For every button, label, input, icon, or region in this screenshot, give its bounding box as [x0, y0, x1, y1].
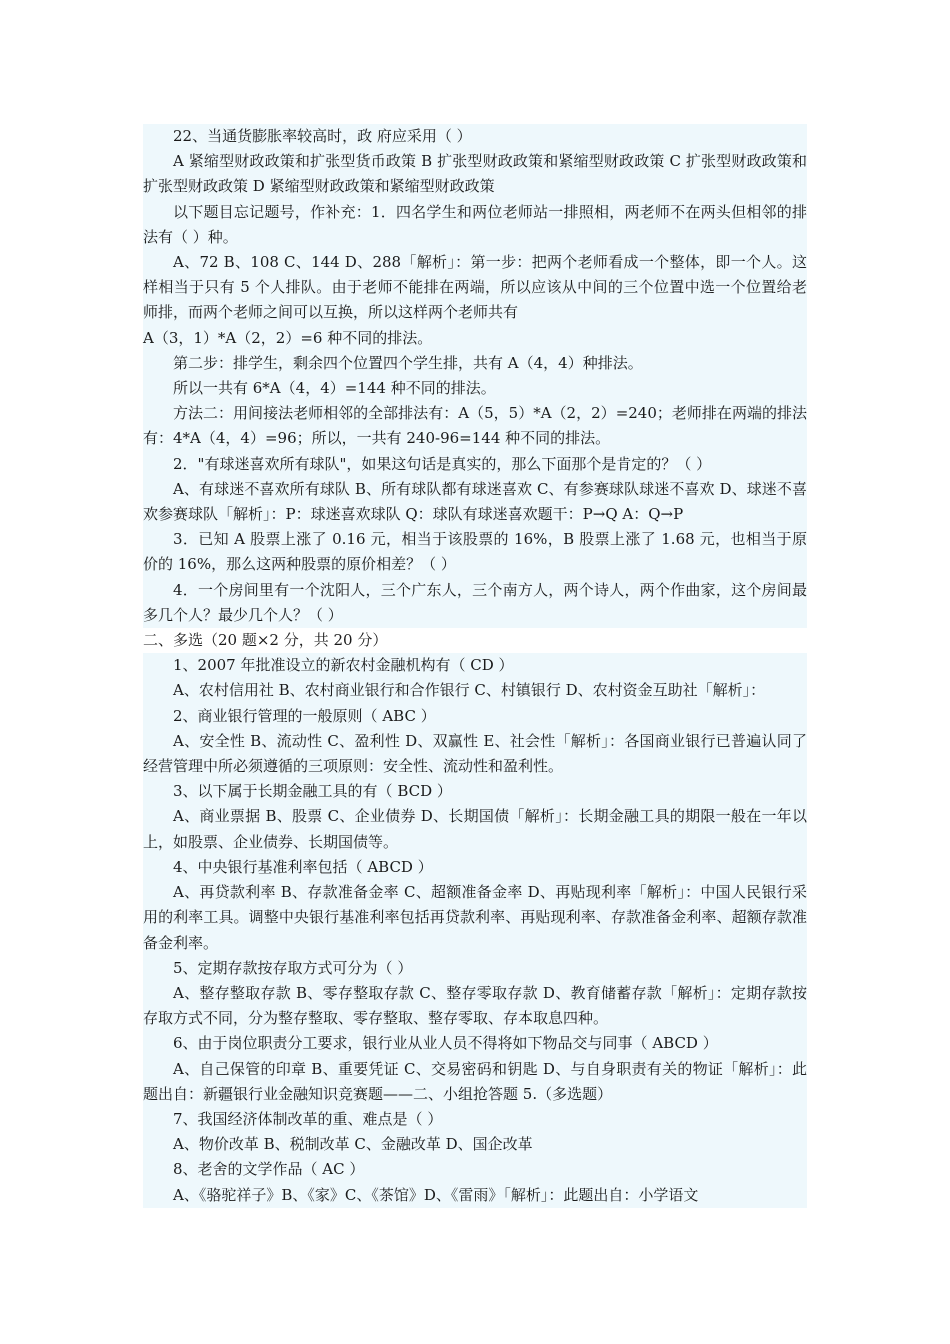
paragraph: 2．"有球迷喜欢所有球队"，如果这句话是真实的，那么下面那个是肯定的？（ ） [143, 452, 807, 477]
paragraph: 22、当通货膨胀率较高时，政 府应采用（ ） [143, 124, 807, 149]
paragraph: 2、商业银行管理的一般原则（ ABC ） [143, 704, 807, 729]
paragraph: 4、中央银行基准利率包括（ ABCD ） [143, 855, 807, 880]
paragraph: A、《骆驼祥子》B、《家》C、《茶馆》D、《雷雨》「解析」：此题出自：小学语文 [143, 1183, 807, 1208]
paragraph: 3．已知 A 股票上涨了 0.16 元，相当于该股票的 16%，B 股票上涨了 1.68 元，也相当于原价的 16%，那么这两种股票的原价相差？（ ） [143, 527, 807, 577]
paragraph: 4．一个房间里有一个沈阳人，三个广东人，三个南方人，两个诗人，两个作曲家，这个房间最多几个人？最少几个人？（ ） [143, 578, 807, 628]
paragraph: A、72 B、108 C、144 D、288「解析」：第一步：把两个老师看成一个整体，即一个人。这样相当于只有 5 个人排队。由于老师不能排在两端，所以应该从中间的三个位置中选一个位置给老师排，而两个老师之间可以互换，所以这样两个老师共有 [143, 250, 807, 326]
paragraph: A、农村信用社 B、农村商业银行和合作银行 C、村镇银行 D、农村资金互助社「解析」： [143, 678, 807, 703]
paragraph: A、商业票据 B、股票 C、企业债券 D、长期国债「解析」：长期金融工具的期限一般在一年以上，如股票、企业债券、长期国债等。 [143, 804, 807, 854]
paragraph: 所以一共有 6*A（4，4）=144 种不同的排法。 [143, 376, 807, 401]
paragraph: 二、多选（20 题×2 分，共 20 分） [143, 631, 388, 650]
paragraph: 方法二：用间接法老师相邻的全部排法有：A（5，5）*A（2，2）=240；老师排在两端的排法有：4*A（4，4）=96；所以，一共有 240-96=144 种不同的排法。 [143, 401, 807, 451]
paragraph: 第二步：排学生，剩余四个位置四个学生排，共有 A（4，4）种排法。 [143, 351, 807, 376]
paragraph: A、物价改革 B、税制改革 C、金融改革 D、国企改革 [143, 1132, 807, 1157]
paragraph: A、安全性 B、流动性 C、盈利性 D、双赢性 E、社会性「解析」：各国商业银行已普遍认同了经营管理中所必须遵循的三项原则：安全性、流动性和盈利性。 [143, 729, 807, 779]
paragraph: A、整存整取存款 B、零存整取存款 C、整存零取存款 D、教育储蓄存款「解析」：定期存款按存取方式不同，分为整存整取、零存整取、整存零取、存本取息四种。 [143, 981, 807, 1031]
paragraph: A（3，1）*A（2，2）=6 种不同的排法。 [143, 326, 807, 351]
paragraph: A、自己保管的印章 B、重要凭证 C、交易密码和钥匙 D、与自身职责有关的物证「解析」：此题出自：新疆银行业金融知识竞赛题——二、小组抢答题 5.（多选题） [143, 1057, 807, 1107]
paragraph: 7、我国经济体制改革的重、难点是（ ） [143, 1107, 807, 1132]
paragraph: 8、老舍的文学作品（ AC ） [143, 1157, 807, 1182]
paragraph: A 紧缩型财政政策和扩张型货币政策 B 扩张型财政政策和紧缩型财政政策 C 扩张型财政政策和扩张型财政政策 D 紧缩型财政政策和紧缩型财政政策 [143, 149, 807, 199]
paragraph: 6、由于岗位职责分工要求，银行业从业人员不得将如下物品交与同事（ ABCD ） [143, 1031, 807, 1056]
paragraph: 以下题目忘记题号，作补充：1．四名学生和两位老师站一排照相，两老师不在两头但相邻的排法有（ ）种。 [143, 200, 807, 250]
document-body [143, 124, 807, 1208]
paragraph: 1、2007 年批准设立的新农村金融机构有（ CD ） [143, 653, 807, 678]
paragraph: A、再贷款利率 B、存款准备金率 C、超额准备金率 D、再贴现利率「解析」：中国人民银行采用的利率工具。调整中央银行基准利率包括再贷款利率、再贴现利率、存款准备金利率、超额存款准备金利率。 [143, 880, 807, 956]
paragraph: 3、以下属于长期金融工具的有（ BCD ） [143, 779, 807, 804]
paragraph: 5、定期存款按存取方式可分为（ ） [143, 956, 807, 981]
paragraph: A、有球迷不喜欢所有球队 B、所有球队都有球迷喜欢 C、有参赛球队球迷不喜欢 D、球迷不喜欢参赛球队「解析」：P：球迷喜欢球队 Q：球队有球迷喜欢题干：P→Q A：Q→P [143, 477, 807, 527]
